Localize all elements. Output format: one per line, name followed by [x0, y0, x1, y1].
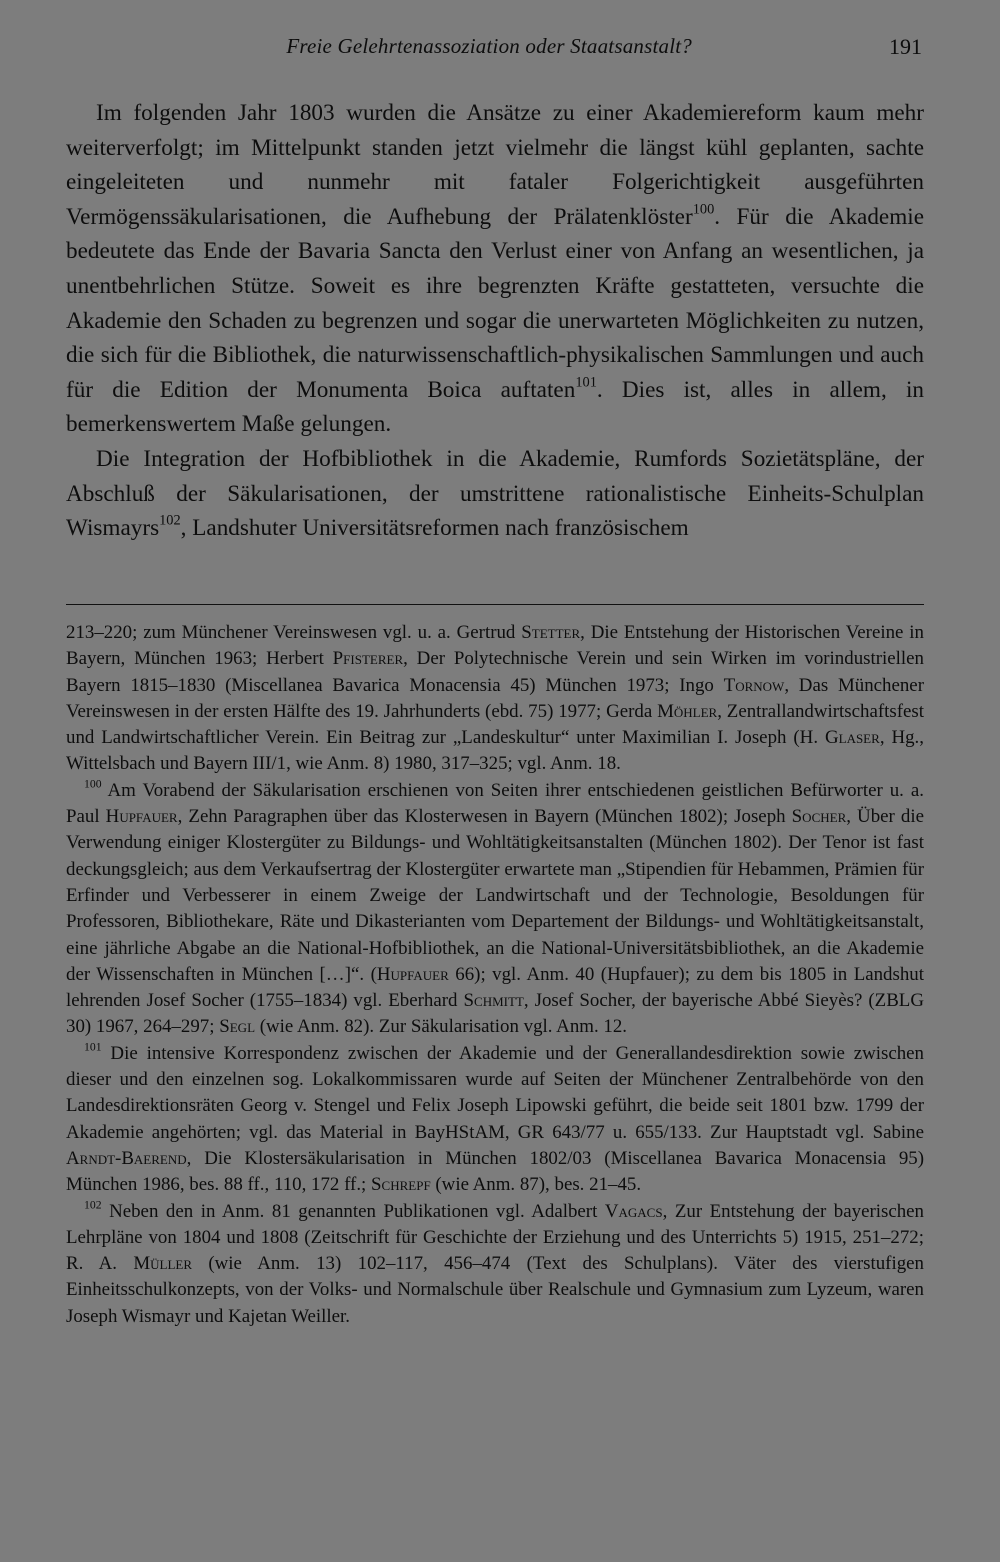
text-run: , Landshuter Universitätsreformen nach französischem	[180, 515, 689, 542]
page-number: 191	[889, 34, 922, 59]
text-run: , Der Polytechnische Verein und sein Wirken im vorindustriellen Bayern 1815–1830 (Miscellanea Bavarica Monacensia 45) München 1973; Ingo	[66, 648, 924, 696]
text-run: 213–220; zum Münchener Vereinswesen vgl. u. a. Gertrud	[66, 622, 522, 643]
author-name: Hupfauer	[376, 963, 449, 985]
footnote-ref-100: 100	[692, 201, 715, 218]
footnote-ref-101: 101	[575, 374, 597, 391]
text-run: Am Vorabend der Säkularisation erschienen von Seiten ihrer entschiedenen geistlichen Befürworter u. a. Paul	[66, 779, 924, 828]
author-name: Schmitt	[463, 990, 524, 1012]
text-run: Die Integration der Hofbibliothek in die Akademie, Rumfords Sozietätspläne, der Abschluß der Säkularisationen, der umstrittene rationalistische Einheits-Schulplan Wismayrs	[66, 445, 924, 542]
author-name: Hupfauer	[105, 806, 178, 828]
text-run: Im folgenden Jahr 1803 wurden die Ansätze zu einer Akademiereform kaum mehr weiterverfolgt; im Mittelpunkt standen jetzt vielmehr die längst kühl geplanten, sachte eingeleiteten und nunmehr mit fataler Folgerichtigkeit ausgeführten Vermögenssäkularisationen, die Aufhebung der Prälatenklöster	[66, 100, 924, 230]
paragraph	[66, 96, 924, 442]
author-name: Segl	[219, 1016, 256, 1038]
text-run: , Über die Verwendung einiger Klostergüter zu Bildungs- und Wohltätigkeitsanstalten (München 1802). Der Tenor ist fast deckungsgleich; aus dem Verkaufsertrag der Klostergüter erwartete man „Stipendien für Hebammen, Prämien für Erfinder und Verbesserer in einem Zweige der Landwirtschaft und der Technologie, Besoldungen für Professoren, Bibliothekare, Räte und Dikasterianten vom Departement der Bildungs- und Wohltätigkeitsanstalt, eine jährliche Abgabe an die National-Hofbibliothek, an die National-Universitätsbibliothek, an die Akademie der Wissenschaften in München […]“. (	[66, 806, 924, 985]
footnote-101	[66, 1041, 924, 1199]
author-name: Tornow	[723, 674, 785, 696]
footnotes	[66, 620, 924, 1330]
text-run: , Zentrallandwirtschaftsfest und Landwirtschaftlicher Verein. Ein Beitrag zur „Landeskultur“ unter Maximilian I. Joseph (H.	[66, 700, 925, 749]
text-run: , Zur Entstehung der bayerischen Lehrpläne von 1804 und 1808 (Zeitschrift für Geschichte der Erziehung und des Unterrichts 5) 1915, 251–272; R. A.	[66, 1200, 925, 1275]
author-name: Stetter	[521, 622, 581, 643]
author-name: Vagacs	[604, 1200, 663, 1222]
text-run: , Josef Socher, der bayerische Abbé Sieyès? (ZBLG 30) 1967, 264–297;	[66, 990, 924, 1038]
text-run: , Hg., Wittelsbach und Bayern III/1, wie Anm. 8) 1980, 317–325; vgl. Anm. 18.	[66, 727, 924, 775]
book-page	[66, 0, 924, 1562]
author-name: Arndt-Baerend	[66, 1147, 187, 1169]
text-run: . Dies ist, alles in allem, in bemerkenswertem Maße gelungen.	[66, 376, 924, 438]
text-run: (wie Anm. 87), bes. 21–45.	[430, 1174, 642, 1196]
text-run: Neben den in Anm. 81 genannten Publikationen vgl. Adalbert	[101, 1200, 605, 1222]
text-run: , Zehn Paragraphen über das Klosterwesen in Bayern (München 1802); Joseph	[177, 806, 792, 828]
footnote-separator	[66, 604, 924, 605]
text-run: 66); vgl. Anm. 40 (Hupfauer); zu dem bis 1805 in Landshut lehrenden Josef Socher (1755–1834) vgl. Eberhard	[66, 963, 924, 1012]
author-name: Möhler	[657, 700, 718, 722]
text-run: . Für die Akademie bedeutete das Ende der Bavaria Sancta den Verlust einer von Anfang an wesentlichen, ja unentbehrlichen Stütze. Soweit es ihre begrenzten Kräfte gestatteten, versuchte die Akademie den Schaden zu begrenzen und sogar die unerwarteten Möglichkeiten zu nutzen, die sich für die Bibliothek, die naturwissenschaftlich-physikalischen Sammlungen und auch für die Edition der Monumenta Boica auftaten	[66, 203, 924, 403]
text-run: , Die Entstehung der Historischen Vereine in Bayern, München 1963; Herbert	[66, 622, 924, 670]
text-run: (wie Anm. 13) 102–117, 456–474 (Text des Schulplans). Väter des vierstufigen Einheitsschulkonzepts, von der Volks- und Normalschule über Realschule und Gymnasium zum Lyzeum, waren Joseph Wismayr und Kajetan Weiller.	[66, 1253, 925, 1327]
footnote-number: 102	[84, 1198, 102, 1212]
main-text	[66, 96, 924, 546]
text-run: , Die Klostersäkularisation in München 1802/03 (Miscellanea Bavarica Monacensia 95) München 1986, bes. 88 ff., 110, 172 ff.;	[66, 1147, 924, 1196]
author-name: Socher	[791, 806, 847, 828]
footnote-number: 101	[84, 1040, 102, 1054]
author-name: Müller	[133, 1253, 193, 1275]
author-name: Pfisterer	[332, 648, 404, 670]
footnote-102	[66, 1199, 924, 1330]
footnote-continuation	[66, 620, 924, 778]
footnote-ref-102: 102	[159, 512, 181, 529]
author-name: Schrepf	[371, 1174, 431, 1196]
running-head	[66, 34, 924, 64]
footnote-100	[66, 778, 924, 1041]
text-run: , Das Münchener Vereinswesen in der ersten Hälfte des 19. Jahrhunderts (ebd. 75) 1977; Gerda	[66, 674, 924, 722]
text-run: (wie Anm. 82). Zur Säkularisation vgl. Anm. 12.	[255, 1016, 628, 1038]
author-name: Glaser	[824, 727, 880, 749]
footnote-number: 100	[84, 777, 102, 791]
running-title: Freie Gelehrtenassoziation oder Staatsanstalt?	[286, 34, 692, 58]
paragraph	[66, 442, 924, 546]
text-run: Die intensive Korrespondenz zwischen der Akademie und der Generallandesdirektion sowie zwischen dieser und den einzelnen sog. Lokalkommissaren wurde auf Seiten der Münchener Zentralbehörde von den Landesdirektionsräten Georg v. Stengel und Felix Joseph Lipowski geführt, die beide seit 1801 bzw. 1799 der Akademie angehörten; vgl. das Material in BayHStAM, GR 643/77 u. 655/133. Zur Hauptstadt vgl. Sabine	[66, 1042, 924, 1143]
